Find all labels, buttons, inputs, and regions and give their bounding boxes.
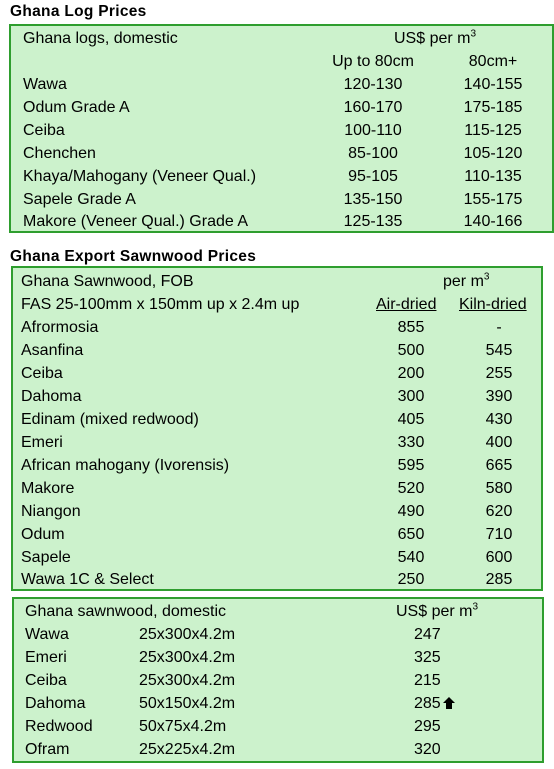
price-up-to-80cm: 160-170 [343,98,403,116]
table-row [14,715,542,738]
table-row [11,142,552,165]
species-name: Emeri [21,433,63,451]
table-row [14,669,542,692]
species-name: Makore [21,479,75,497]
log-prices-unit: US$ per $m^3$ [394,28,477,47]
export-sawnwood-table [11,266,543,591]
arrow-up-icon [443,697,455,709]
species-name: Emeri [25,649,67,666]
table-row [11,119,552,142]
price-air-dried: 250 [397,571,425,589]
species-name: Niangon [21,502,81,520]
price-kiln-dried: 580 [485,479,513,497]
price-up-to-80cm: 95-105 [348,167,398,185]
price-air-dried: 595 [397,456,425,474]
price-kiln-dried: 620 [485,502,513,520]
export-spec: FAS 25-100mm x 150mm up x 2.4m up [21,296,300,313]
table-row [13,431,541,454]
dimensions: 25x300x4.2m [139,649,236,666]
table-row [13,523,541,546]
species-name: Makore (Veneer Qual.) Grade A [23,213,248,231]
dimensions: 50x150x4.2m [139,695,236,712]
species-name: African mahogany (Ivorensis) [21,456,230,474]
table-row [11,73,552,96]
price-80cm-plus: 140-155 [463,76,523,93]
price-air-dried: 405 [397,410,425,428]
table-row [14,646,542,669]
species-name: Sapele [21,548,71,566]
table-row [13,385,541,408]
price-up-to-80cm: 100-110 [344,121,402,139]
table-row [13,339,541,362]
species-name: Dahoma [21,387,82,405]
species-name: Afrormosia [21,319,99,336]
species-name: Odum Grade A [23,98,130,116]
export-col-kiln-dried: Kiln-dried [459,296,527,313]
export-col-air-dried: Air-dried [376,296,437,313]
price-wrap [414,623,441,646]
price-kiln-dried: 400 [485,433,513,451]
table-row [13,500,541,523]
table-row [13,477,541,500]
price-80cm-plus: 140-166 [463,213,523,231]
price: 325 [414,649,441,666]
price-air-dried: 650 [397,525,425,543]
price-air-dried: 490 [397,502,425,520]
species-name: Ceiba [25,672,67,689]
domestic-sawnwood-table [12,597,544,763]
table-row [11,188,552,211]
price-air-dried: 300 [397,387,425,405]
price: 247 [414,626,441,643]
log-prices-header [11,27,552,50]
price: 295 [414,718,441,735]
table-row [13,546,541,569]
table-row [13,568,541,591]
price-kiln-dried: 255 [485,364,513,382]
species-name: Khaya/Mahogany (Veneer Qual.) [23,167,257,185]
price-kiln-dried: 545 [485,341,513,359]
log-prices-col-80cm-plus: 80cm+ [468,53,518,70]
price-80cm-plus: 175-185 [463,98,523,116]
price-wrap [414,738,441,761]
price-air-dried: 500 [397,341,425,359]
table-row [14,623,542,646]
price-kiln-dried: - [496,319,502,336]
price-wrap [414,692,455,715]
price-air-dried: 330 [397,433,425,451]
price-up-to-80cm: 85-100 [348,144,398,162]
price-kiln-dried: 390 [485,387,513,405]
price-wrap [414,669,441,692]
log-prices-col-up-to-80cm: Up to 80cm [332,53,414,70]
species-name: Ofram [25,741,70,758]
species-name: Ceiba [23,121,65,139]
price-air-dried: 200 [397,364,425,382]
species-name: Dahoma [25,695,86,712]
export-header-label: Ghana Sawnwood, FOB [21,273,194,290]
dimensions: 25x300x4.2m [139,672,236,689]
species-name: Wawa 1C & Select [21,571,154,589]
price-kiln-dried: 710 [485,525,513,543]
price-air-dried: 520 [397,479,425,497]
dimensions: 25x300x4.2m [139,626,236,643]
price-kiln-dried: 665 [485,456,513,474]
price-wrap [414,646,441,669]
table-row [11,165,552,188]
species-name: Chenchen [23,144,96,162]
species-name: Asanfina [21,341,84,359]
table-row [13,408,541,431]
price-kiln-dried: 430 [485,410,513,428]
price-80cm-plus: 155-175 [463,190,523,208]
price-up-to-80cm: 125-135 [343,213,403,231]
log-prices-title: Ghana Log Prices [10,3,147,20]
log-prices-header-label: Ghana logs, domestic [23,30,178,47]
price-up-to-80cm: 120-130 [343,76,403,93]
price-air-dried: 540 [397,548,425,566]
export-sawnwood-title: Ghana Export Sawnwood Prices [10,248,257,265]
price-air-dried: 855 [397,319,425,336]
table-row [13,362,541,385]
species-name: Wawa [23,76,67,93]
price-wrap [414,715,441,738]
species-name: Odum [21,525,65,543]
price-80cm-plus: 105-120 [463,144,523,162]
price: 285 [414,695,441,712]
export-header [13,270,541,293]
dimensions: 25x225x4.2m [139,741,236,758]
table-row [14,738,542,761]
price-80cm-plus: 110-135 [464,167,522,185]
table-row [13,316,541,339]
species-name: Sapele Grade A [23,190,136,208]
domestic-header-label: Ghana sawnwood, domestic [25,603,226,620]
domestic-unit: US$ per $m^3$ [396,601,479,620]
species-name: Wawa [25,626,69,643]
export-subheader [13,293,541,316]
price-up-to-80cm: 135-150 [343,190,403,208]
table-row [13,454,541,477]
species-name: Redwood [25,718,93,735]
price: 320 [414,741,441,758]
export-unit: per $m^3$ [443,271,490,290]
log-prices-table [9,24,554,233]
price: 215 [414,672,441,689]
price-kiln-dried: 285 [485,571,513,589]
species-name: Ceiba [21,364,63,382]
price-80cm-plus: 115-125 [464,121,522,139]
table-row [11,210,552,233]
table-row [14,692,542,715]
domestic-header [14,600,542,623]
dimensions: 50x75x4.2m [139,718,227,735]
price-kiln-dried: 600 [485,548,513,566]
table-row [11,96,552,119]
species-name: Edinam (mixed redwood) [21,410,199,428]
log-prices-subheader [11,50,552,73]
